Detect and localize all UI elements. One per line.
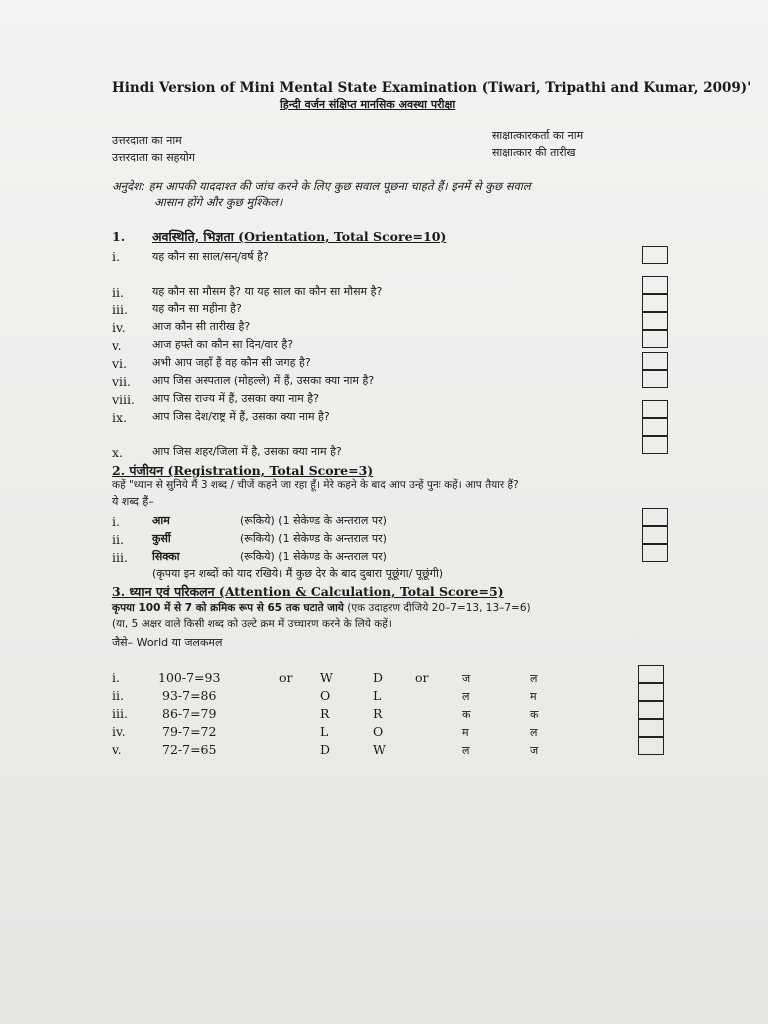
s3-row-num: v. <box>112 742 122 757</box>
score-box[interactable] <box>642 294 668 312</box>
document-title: Hindi Version of Mini Mental State Examination (Tiwari, Tripathi and Kumar, 2009)' <box>112 80 752 96</box>
section1-title: अवस्थिति, भिज्ञता (Orientation, Total Score=10) <box>152 229 447 244</box>
s1-item-num: ii. <box>112 285 124 300</box>
s3-row-hindi-letter: ज <box>530 744 539 757</box>
s3-row-calc: 93-7=86 <box>162 688 217 703</box>
score-box[interactable] <box>638 701 664 719</box>
score-box[interactable] <box>642 544 668 562</box>
s2-item-num: i. <box>112 514 120 529</box>
s3-row-hindi-letter: ल <box>462 744 470 757</box>
score-box[interactable] <box>638 665 664 683</box>
or-label: or <box>279 670 293 685</box>
s3-row-letter: R <box>320 706 330 721</box>
s1-item-num: iii. <box>112 302 128 317</box>
s2-item-note: (रूकिये) (1 सेकेण्ड के अन्तराल पर) <box>240 532 387 545</box>
s1-item-text: अभी आप जहाँ हैं वह कौन सी जगह है? <box>152 356 311 369</box>
s1-item-text: यह कौन सा महीना है? <box>152 302 242 315</box>
section2-footer: (कृपया इन शब्दों को याद रखिये। मैं कुछ देर के बाद दुबारा पूछूंगा/ पूछूंगी) <box>152 567 444 580</box>
score-box[interactable] <box>642 312 668 330</box>
s3-row-letter: O <box>320 688 331 703</box>
interviewer-name-label: साक्षात्कारकर्ता का नाम <box>492 129 584 142</box>
s3-row-calc: 72-7=65 <box>162 742 217 757</box>
s1-item-num: iv. <box>112 320 126 335</box>
s3-row-hindi-letter: ल <box>530 672 538 685</box>
instructions-text: अनुदेश: हम आपकी याददाश्त की जांच करने के लिए कुछ सवाल पूछना चाहते हैं। इनमें से कुछ सवाल आसान होंगे और कुछ मुश्किल। <box>112 179 531 209</box>
s1-item-num: vii. <box>112 374 132 389</box>
s3-row-letter: D <box>373 670 384 685</box>
s3-row-letter: R <box>373 706 383 721</box>
s3-row-hindi-letter: ज <box>462 672 471 685</box>
score-box[interactable] <box>642 436 668 454</box>
section3-title: 3. ध्यान एवं परिकलन (Attention & Calculation, Total Score=5) <box>112 584 504 599</box>
s3-row-letter: D <box>320 742 331 757</box>
s1-item-text: आज हफ्ते का कौन सा दिन/वार है? <box>152 338 294 351</box>
s1-item-num: vi. <box>112 356 128 371</box>
s2-item-word: आम <box>152 514 170 527</box>
s1-item-text: आप जिस देश/राष्ट्र में हैं, उसका क्या नाम है? <box>152 410 330 423</box>
s3-row-letter: L <box>373 688 382 703</box>
s2-item-word: सिक्का <box>152 550 180 563</box>
s2-item-word: कुर्सी <box>152 532 171 545</box>
s2-item-note: (रूकिये) (1 सेकेण्ड के अन्तराल पर) <box>240 514 387 527</box>
section2-instruction-2: ये शब्द हैं– <box>112 495 154 508</box>
s2-item-note: (रूकिये) (1 सेकेण्ड के अन्तराल पर) <box>240 550 387 563</box>
section1-number: 1. <box>112 229 126 244</box>
s3-row-num: i. <box>112 670 120 685</box>
score-box[interactable] <box>642 352 668 370</box>
s3-row-hindi-letter: म <box>462 726 469 739</box>
score-box[interactable] <box>642 246 668 264</box>
s1-item-text: यह कौन सा मौसम है? या यह साल का कौन सा मौसम है? <box>152 285 383 298</box>
section3-example: जैसे– World या जलकमल <box>112 636 223 649</box>
s1-item-text: यह कौन सा साल/सन्/वर्ष है? <box>152 250 269 263</box>
document-subtitle: हिन्दी वर्जन संक्षिप्त मानसिक अवस्था परीक्षा <box>280 98 456 111</box>
s2-item-num: iii. <box>112 550 128 565</box>
s3-row-hindi-letter: म <box>530 690 537 703</box>
score-box[interactable] <box>638 737 664 755</box>
respondent-name-label: उत्तरदाता का नाम <box>112 134 182 147</box>
s1-item-num: x. <box>112 445 124 460</box>
s3-row-hindi-letter: क <box>530 708 539 721</box>
score-box[interactable] <box>642 370 668 388</box>
interview-date-label: साक्षात्कार की तारीख <box>492 146 576 159</box>
or-label: or <box>415 670 429 685</box>
s3-row-letter: W <box>373 742 386 757</box>
s3-row-calc: 100-7=93 <box>158 670 221 685</box>
s2-item-num: ii. <box>112 532 124 547</box>
s3-row-hindi-letter: क <box>462 708 471 721</box>
score-box[interactable] <box>642 418 668 436</box>
section2-title: 2. पंजीयन (Registration, Total Score=3) <box>112 463 374 478</box>
s1-item-text: आप जिस शहर/जिला में है, उसका क्या नाम है? <box>152 445 342 458</box>
section3-instruction-2: (या, 5 अक्षर वाले किसी शब्द को उल्टे क्रम में उच्चारण करने के लिये कहें। <box>112 618 392 630</box>
s1-item-text: आप जिस अस्पताल (मोहल्ले) में हैं, उसका क्या नाम है? <box>152 374 375 387</box>
s3-row-letter: O <box>373 724 384 739</box>
s3-row-num: ii. <box>112 688 124 703</box>
section2-instruction: कहें "ध्यान से सुनिये मैं 3 शब्द / चीजें कहने जा रहा हूँ। मेरे कहने के बाद आप उन्हें पुनः कहें। आप तैयार हैं? <box>112 479 519 491</box>
s3-row-hindi-letter: ल <box>530 726 538 739</box>
score-box[interactable] <box>642 276 668 294</box>
score-box[interactable] <box>642 400 668 418</box>
respondent-cooperation-label: उत्तरदाता का सहयोग <box>112 151 195 164</box>
score-box[interactable] <box>638 683 664 701</box>
s1-item-num: ix. <box>112 410 128 425</box>
s1-item-text: आप जिस राज्य में हैं, उसका क्या नाम है? <box>152 392 319 405</box>
s3-row-letter: L <box>320 724 329 739</box>
s3-row-num: iii. <box>112 706 128 721</box>
score-box[interactable] <box>642 508 668 526</box>
s1-item-num: i. <box>112 249 120 264</box>
score-box[interactable] <box>638 719 664 737</box>
s1-item-text: आज कौन सी तारीख है? <box>152 320 251 333</box>
s3-row-hindi-letter: ल <box>462 690 470 703</box>
score-box[interactable] <box>642 526 668 544</box>
s1-item-num: v. <box>112 338 122 353</box>
section3-instruction: कृपया 100 में से 7 को क्रमिक रूप से 65 तक घटाते जाये (एक उदाहरण दीजिये 20–7=13, 13–7=6) <box>112 602 531 614</box>
s1-item-num: viii. <box>112 392 136 407</box>
s3-row-num: iv. <box>112 724 126 739</box>
s3-row-calc: 79-7=72 <box>162 724 217 739</box>
score-box[interactable] <box>642 330 668 348</box>
s3-row-letter: W <box>320 670 333 685</box>
s3-row-calc: 86-7=79 <box>162 706 217 721</box>
